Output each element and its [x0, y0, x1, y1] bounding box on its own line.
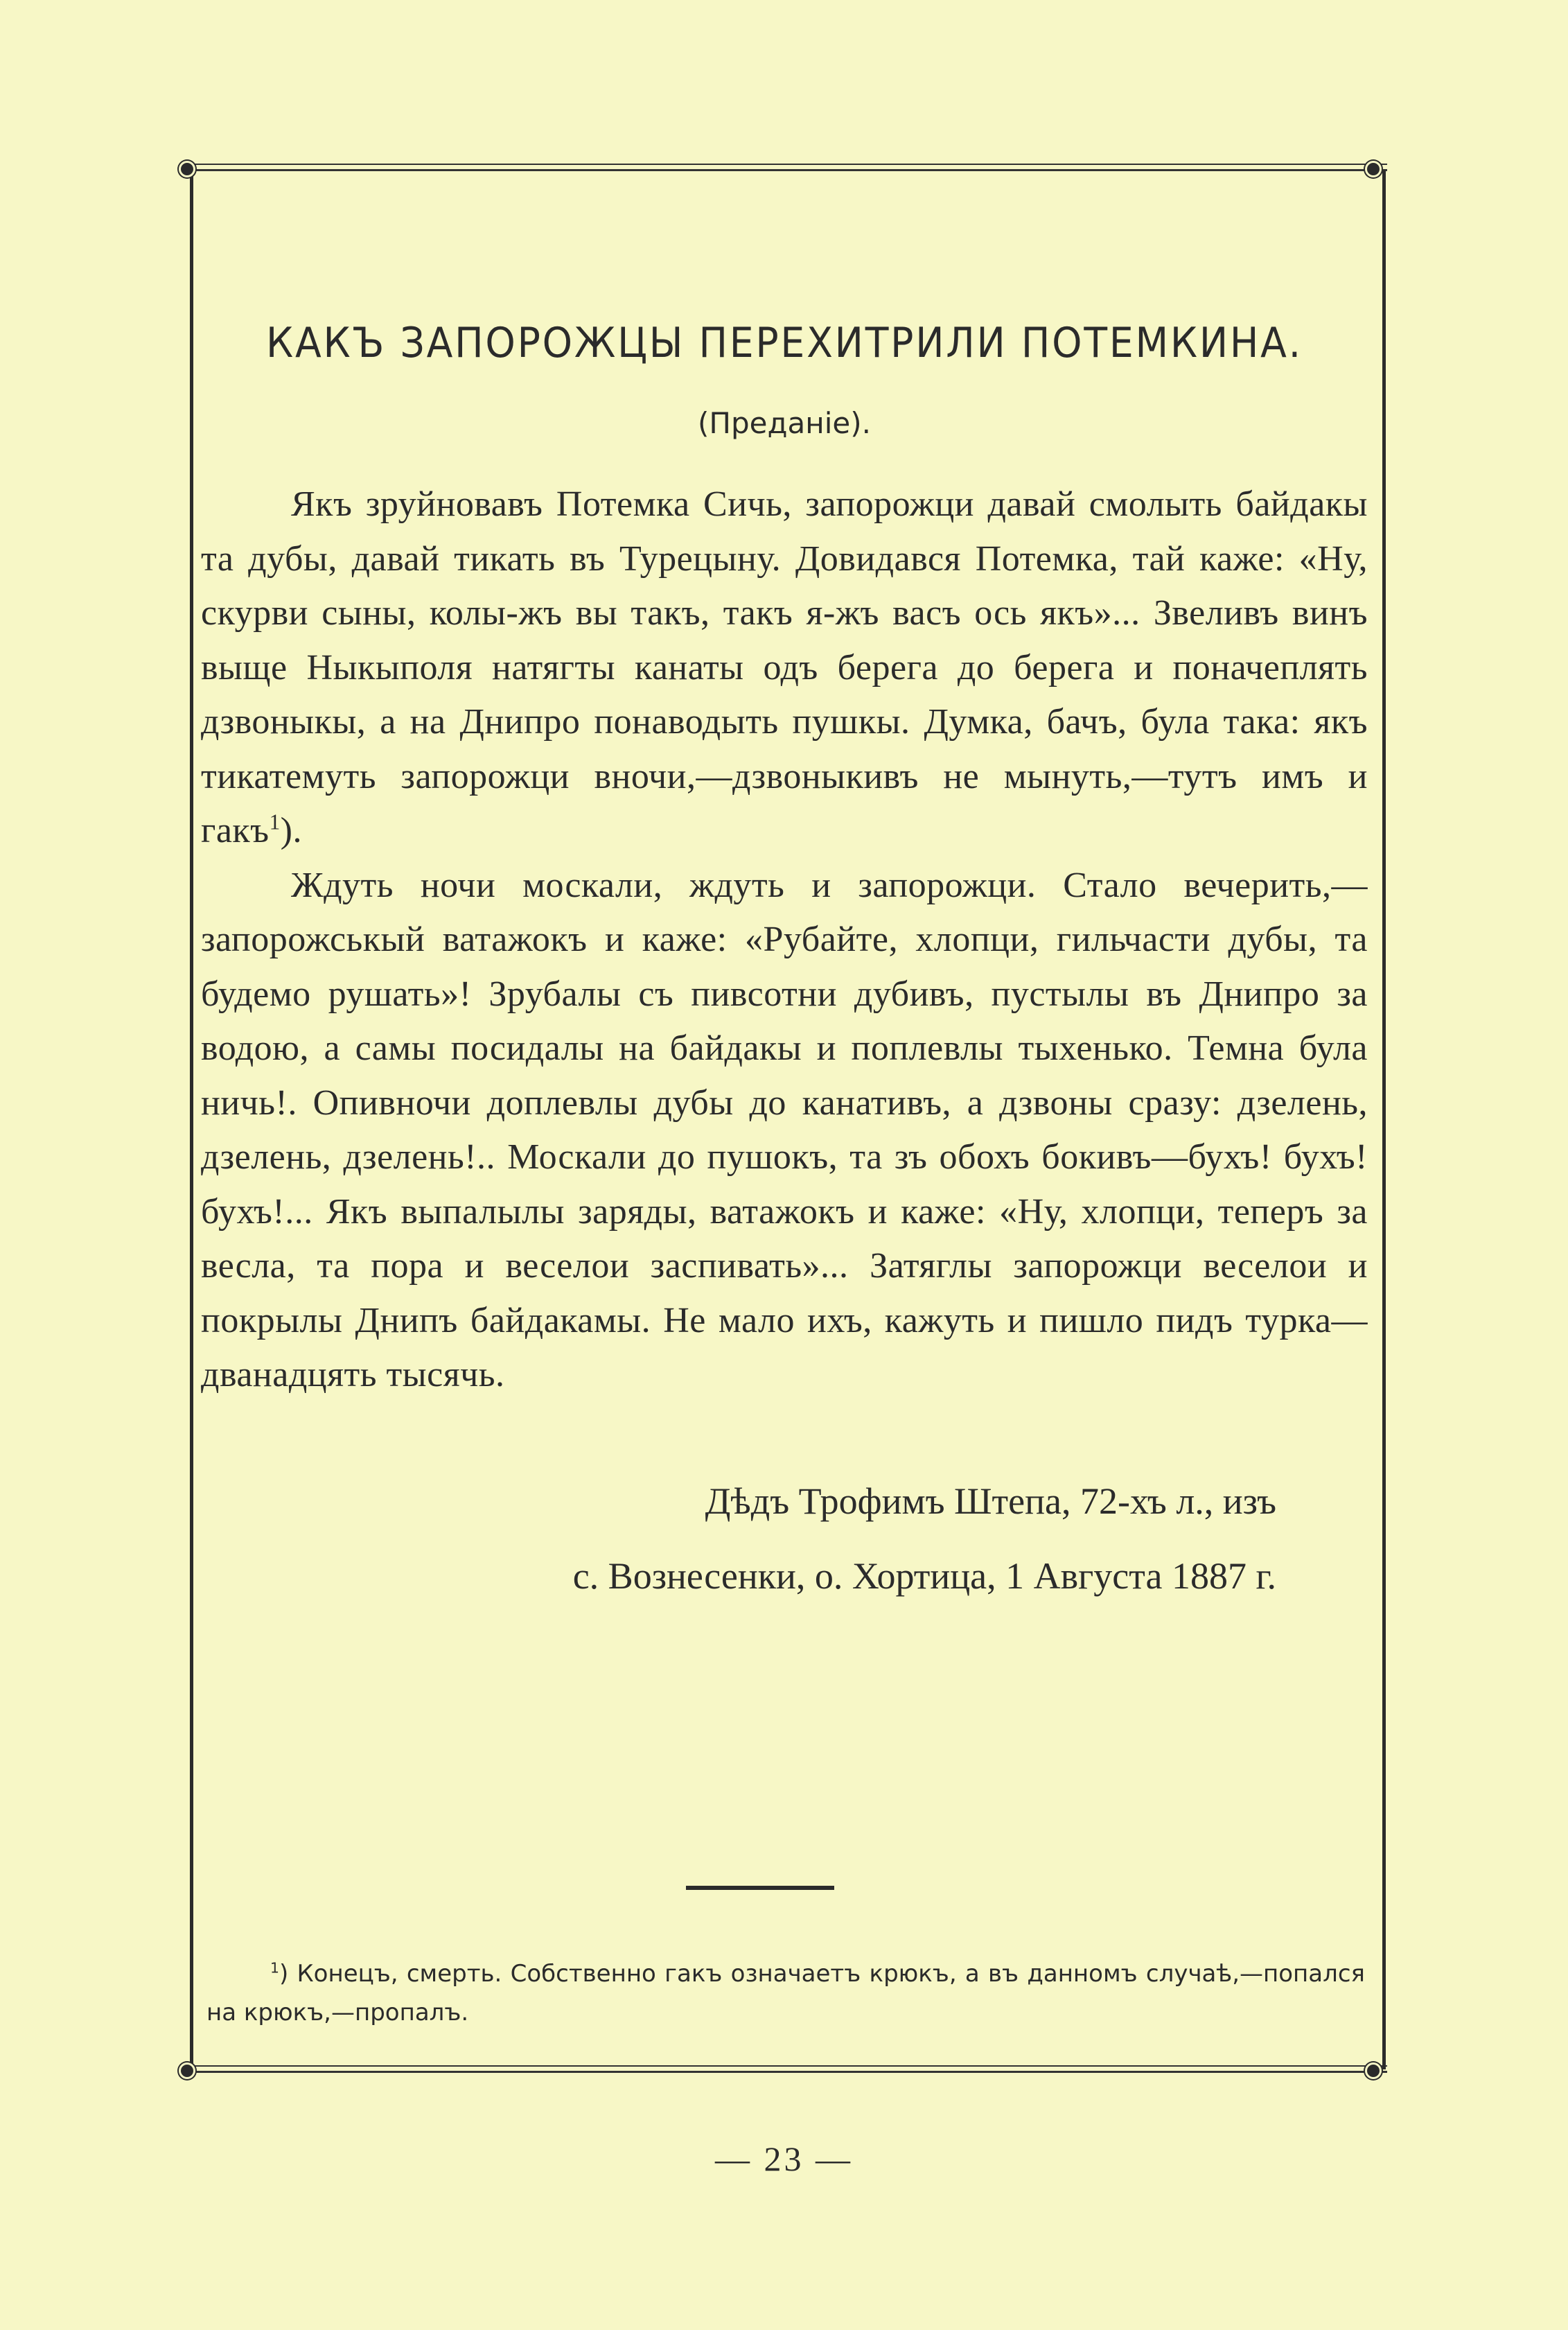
footnote-separator	[686, 1886, 834, 1890]
paragraph-2: Ждуть ночи москали, ждуть и запорожци. Стало вечерить,—запорожськый ватажокъ и каже: «Рубайте, хлопци, гильчасти дубы, та будемо рушать»! Зрубалы съ пивсотни дубивъ, пустылы въ Днипро за водою, а самы посидалы на байдакы и поплевлы тыхенько. Темна була ничь!. Опивночи доплевлы дубы до канативъ, а дзвоны сразу: дзелень, дзелень, дзелень!.. Москали до пушокъ, та зъ обохъ бокивъ—бухъ! бухъ! бухъ!... Якъ выпалылы заряды, ватажокъ и каже: «Ну, хлопци, теперъ за весла, та пора и веселои заспивать»... Затяглы запорожци веселои и покрылы Днипъ байдакамы. Не мало ихъ, кажуть и пишло пидъ турка—дванадцять тысячь.	[201, 865, 1368, 1394]
frame-corner-ornament	[1365, 2062, 1382, 2079]
frame-corner-ornament	[1365, 161, 1382, 177]
footnote-text: ) Конецъ, смерть. Собственно гакъ означаетъ крюкъ, а въ данномъ случаѣ,—попался на крюкъ,—пропалъ.	[206, 1960, 1365, 2026]
page-title: КАКЪ ЗАПОРОЖЦЫ ПЕРЕХИТРИЛИ ПОТЕМКИНА.	[266, 319, 1303, 367]
page-number: — 23 —	[715, 2139, 853, 2178]
footnote-reference: 1	[269, 809, 281, 834]
paragraph-1	[201, 478, 1368, 859]
paragraph-1-tail: ).	[280, 811, 302, 850]
paragraph-1-text: Якъ зруйновавъ Потемка Сичь, запорожци давай смолыть байдакы та дубы, давай тикать въ Турецыну. Довидався Потемка, тай каже: «Ну, скурви сыны, колы-жъ вы такъ, такъ я-жъ васъ ось якъ»... Звеливъ винъ выще Ныкыполя натягты канаты одъ берега до берега и поначеплять дзвоныкы, а на Днипро понаводыть пушкы. Думка, бачъ, була така: якъ тикатемуть запорожци вночи,—дзвоныкивъ не мынуть,—тутъ имъ и гакъ	[201, 484, 1368, 850]
signature-line-2: с. Вознесенки, о. Хортица, 1 Августа 1887 г.	[572, 1554, 1276, 1597]
frame-corner-ornament	[179, 161, 195, 177]
signature-line-1: Дѣдъ Трофимъ Штепа, 72-хъ л., изъ	[705, 1480, 1276, 1522]
page-body	[201, 305, 1368, 1613]
footnote-mark-wrap	[270, 1954, 279, 1993]
footnote	[206, 1954, 1365, 2032]
page-subtitle: (Преданіе).	[698, 406, 871, 440]
footnote-mark: 1	[270, 1959, 279, 1977]
frame-corner-ornament	[179, 2062, 195, 2079]
signature-block	[201, 1464, 1368, 1613]
